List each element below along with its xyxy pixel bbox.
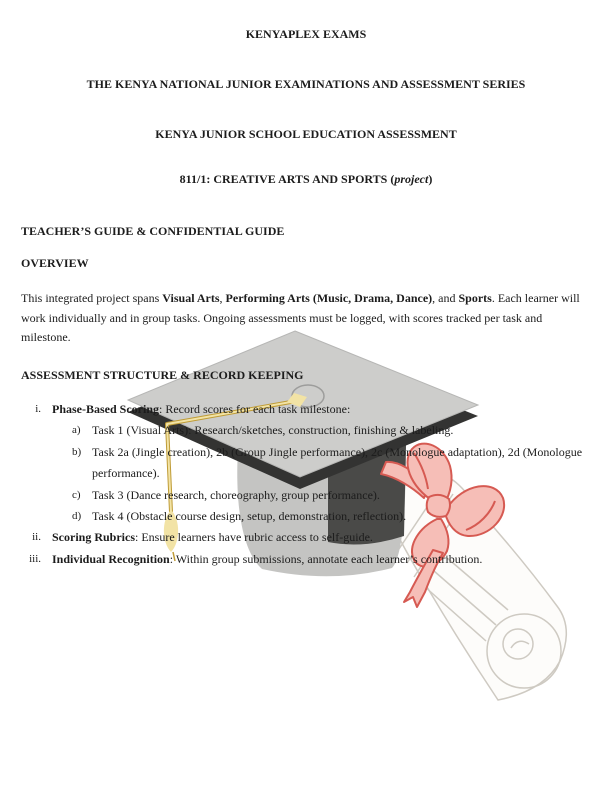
section-teachers-guide: TEACHER’S GUIDE & CONFIDENTIAL GUIDE xyxy=(21,224,285,238)
list-item-text: Individual Recognition: Within group submissions, annotate each learner’s contribution. xyxy=(52,551,483,566)
list-marker: i. xyxy=(35,403,41,415)
list-item-text: Task 1 (Visual Arts): Research/sketches, construction, finishing & labeling. xyxy=(92,423,454,438)
list-item-text: Scoring Rubrics: Ensure learners have rubric access to self-guide. xyxy=(52,530,373,545)
list-subitem xyxy=(22,420,590,441)
list-item-text: Phase-Based Scoring: Record scores for each task milestone: xyxy=(52,402,351,416)
overview-paragraph: This integrated project spans Visual Arts, Performing Arts (Music, Drama, Dance), and Sports. Each learner will work individually and in group tasks. Ongoing assessments must be logged, with scores tracked per task and milestone. xyxy=(21,291,580,345)
list-marker: iii. xyxy=(29,552,41,565)
list-item-text: Task 2a (Jingle creation), 2b (Group Jingle performance), 2c (Monologue adaptation), 2d (Monologue performance). xyxy=(92,444,583,481)
list-subitem xyxy=(22,485,590,506)
assessment-title: KENYA JUNIOR SCHOOL EDUCATION ASSESSMENT xyxy=(155,127,457,141)
list-marker: b) xyxy=(72,445,82,458)
list-marker: ii. xyxy=(32,531,41,544)
section-overview: OVERVIEW xyxy=(21,256,89,270)
assessment-list xyxy=(22,399,590,570)
list-item xyxy=(22,399,590,420)
list-item-text: Task 4 (Obstacle course design, setup, demonstration, reflection). xyxy=(92,509,407,524)
list-marker: d) xyxy=(72,510,82,523)
paper-code-title: 811/1: CREATIVE ARTS AND SPORTS (project) xyxy=(179,172,433,186)
list-item-text: Task 3 (Dance research, choreography, group performance). xyxy=(92,487,380,502)
series-title: THE KENYA NATIONAL JUNIOR EXAMINATIONS AND ASSESSMENT SERIES xyxy=(86,77,526,91)
list-item xyxy=(22,527,590,548)
list-subitem xyxy=(22,442,590,485)
exam-board-title: KENYAPLEX EXAMS xyxy=(245,27,367,41)
list-item xyxy=(22,549,590,570)
list-subitem xyxy=(22,506,590,527)
section-assessment-structure: ASSESSMENT STRUCTURE & RECORD KEEPING xyxy=(21,368,304,382)
list-marker: c) xyxy=(72,488,81,501)
list-marker: a) xyxy=(72,424,81,437)
